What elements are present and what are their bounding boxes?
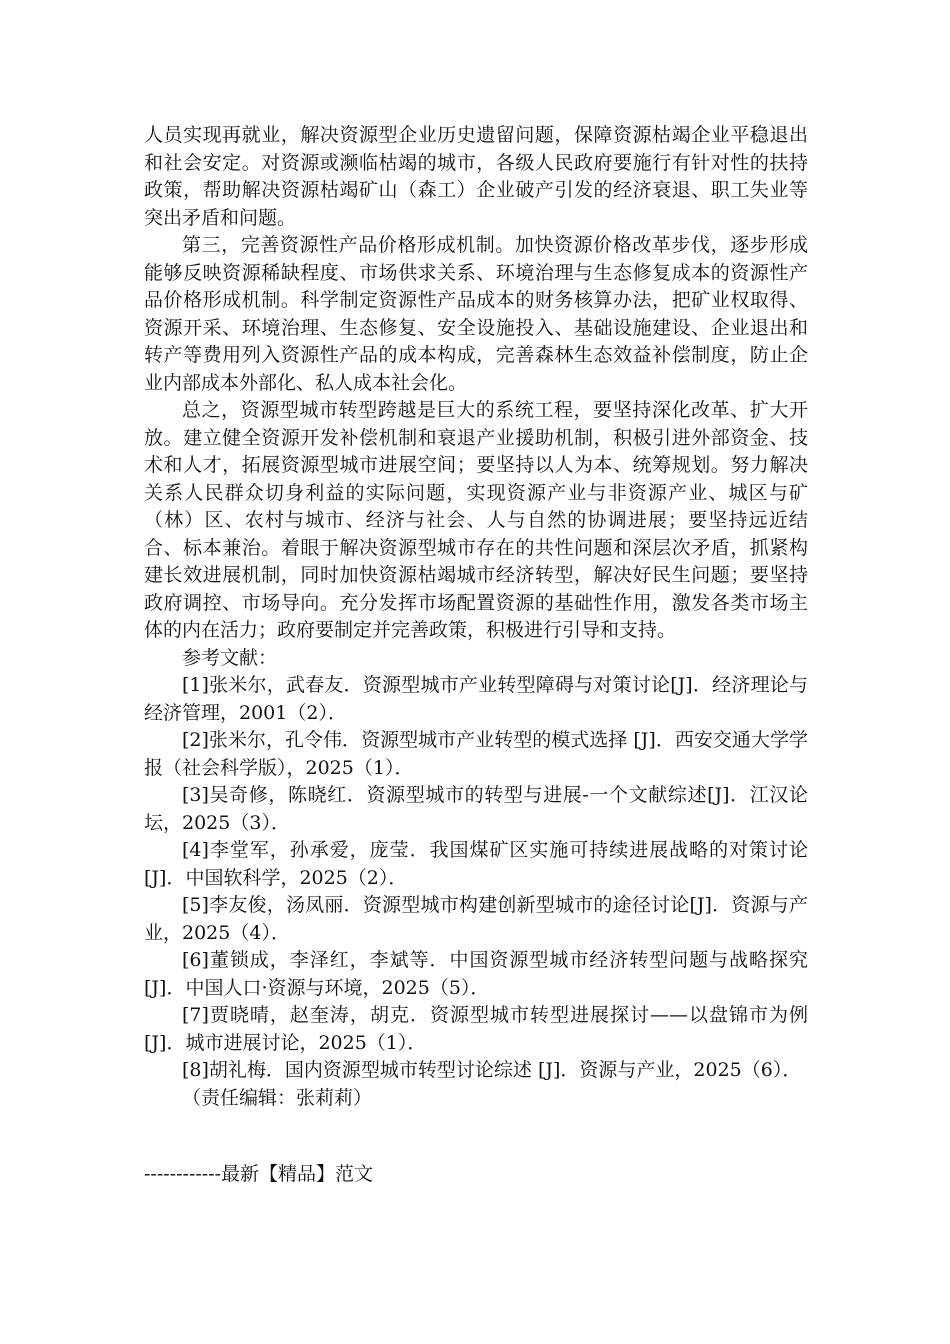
responsible-editor: （责任编辑：张莉莉） (182, 1086, 373, 1109)
article-body (144, 122, 808, 1112)
reference-item-3: [3]吴奇修，陈晓红．资源型城市的转型与进展-一个文献综述[J]．江汉论坛，2025（3）． (144, 784, 808, 834)
reference-item-7: [7]贾晓晴，赵奎涛，胡克．资源型城市转型进展探讨——以盘锦市为例 [J]．城市进展讨论，2025（1）． (144, 1004, 808, 1054)
reference-item-1: [1]张米尔，武春友．资源型城市产业转型障碍与对策讨论[J]．经济理论与经济管理，2001（2）． (144, 674, 808, 724)
footer-banner: ------------最新【精品】范文 (144, 1163, 374, 1185)
reference-item-5: [5]李友俊，汤凤丽．资源型城市构建创新型城市的途径讨论[J]．资源与产业，2025（4）． (144, 894, 808, 944)
paragraph-third-point: 第三，完善资源性产品价格形成机制。加快资源价格改革步伐，逐步形成能够反映资源稀缺程度、市场供求关系、环境治理与生态修复成本的资源性产品价格形成机制。科学制定资源性产品成本的财务核算办法，把矿业权取得、资源开采、环境治理、生态修复、安全设施投入、基础设施建设、企业退出和转产等费用列入资源性产品的成本构成，完善森林生态效益补偿制度，防止企业内部成本外部化、私人成本社会化。 (144, 234, 808, 394)
paragraph-conclusion: 总之，资源型城市转型跨越是巨大的系统工程，要坚持深化改革、扩大开放。建立健全资源开发补偿机制和衰退产业援助机制，积极引进外部资金、技术和人才，拓展资源型城市进展空间；要坚持以人为本、统筹规划。努力解决关系人民群众切身利益的实际问题，实现资源产业与非资源产业、城区与矿（林）区、农村与城市、经济与社会、人与自然的协调进展；要坚持远近结合、标本兼治。着眼于解决资源型城市存在的共性问题和深层次矛盾，抓紧构建长效进展机制，同时加快资源枯竭城市经济转型，解决好民生问题；要坚持政府调控、市场导向。充分发挥市场配置资源的基础性作用，激发各类市场主体的内在活力；政府要制定并完善政策，积极进行引导和支持。 (144, 399, 808, 641)
references-heading: 参考文献： (182, 646, 278, 669)
paragraph-continuation: 人员实现再就业，解决资源型企业历史遗留问题，保障资源枯竭企业平稳退出和社会安定。对资源或濒临枯竭的城市，各级人民政府要施行有针对性的扶持政策，帮助解决资源枯竭矿山（森工）企业破产引发的经济衰退、职工失业等突出矛盾和问题。 (144, 124, 808, 229)
reference-item-8: [8]胡礼梅．国内资源型城市转型讨论综述 [J]．资源与产业，2025（6）． (182, 1059, 802, 1081)
reference-item-2: [2]张米尔，孔令伟．资源型城市产业转型的模式选择 [J]．西安交通大学学报（社会科学版），2025（1）． (144, 729, 808, 779)
reference-item-6: [6]董锁成，李泽红，李斌等．中国资源型城市经济转型问题与战略探究 [J]．中国人口·资源与环境，2025（5）． (144, 949, 808, 999)
reference-item-4: [4]李堂军，孙承爱，庞莹．我国煤矿区实施可持续进展战略的对策讨论 [J]．中国软科学，2025（2）． (144, 839, 808, 889)
